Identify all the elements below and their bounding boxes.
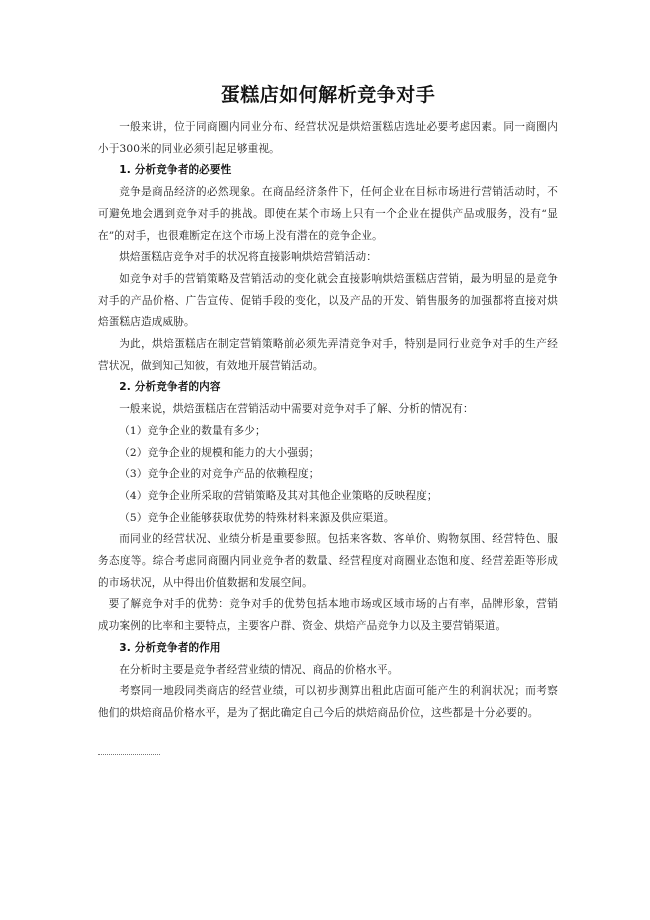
section-3-heading: 3. 分析竞争者的作用 [119, 641, 221, 654]
section-2-paragraph-1: 一般来说，烘焙蛋糕店在营销活动中需要对竞争对手了解、分析的情况有： [119, 403, 474, 416]
section-1-paragraph-4: 为此，烘焙蛋糕店在制定营销策略前必须先弄清竞争对手，特别是同行业竞争对手的生产经营状况，做到知己知彼，有效地开展营销活动。 [98, 338, 558, 372]
section-1-paragraph-1: 竞争是商品经济的必然现象。在商品经济条件下，任何企业在目标市场进行营销活动时，不可避免地会遇到竞争对手的挑战。即使在某个市场上只有一个企业在提供产品或服务，没有“显在”的对手，也很难断定在这个市场上没有潜在的竞争企业。 [98, 186, 558, 242]
list-item: （5）竞争企业能够获取优势的特殊材料来源及供应渠道。 [119, 511, 395, 524]
footnote-divider [98, 754, 160, 755]
section-3-paragraph-1: 在分析时主要是竞争者经营业绩的情况、商品的价格水平。 [119, 663, 399, 676]
list-item: （3）竞争企业的对竞争产品的依赖程度； [119, 468, 320, 481]
section-1-paragraph-3: 如竞争对手的营销策略及营销活动的变化就会直接影响烘焙蛋糕店营销，最为明显的是竞争对手的产品价格、广告宣传、促销手段的变化，以及产品的开发、销售服务的加强都将直接对烘焙蛋糕店造成威胁。 [98, 272, 558, 329]
list-item: （1）竞争企业的数量有多少； [119, 424, 266, 437]
section-1-heading: 1. 分析竞争者的必要性 [119, 164, 232, 177]
section-2-paragraph-2: 而同业的经营状况、业绩分析是重要参照。包括来客数、客单价、购物氛围、经营特色、服务态度等。综合考虑同商圈内同业竞争者的数量、经营程度对商圈业态饱和度、经营差距等形成的市场状况，从中得出价值数据和发展空间。 [98, 533, 558, 589]
section-3-paragraph-2: 考察同一地段同类商店的经营业绩，可以初步测算出租此店面可能产生的利润状况；而考察他们的烘焙商品价格水平，是为了据此确定自己今后的烘焙商品价位，这些都是十分必要的。 [98, 685, 558, 719]
section-2-paragraph-3: 要了解竞争对手的优势：竞争对手的优势包括本地市场或区域市场的占有率，品牌形象，营销成功案例的比率和主要特点，主要客户群、资金、烘焙产品竞争力以及主要营销渠道。 [98, 598, 558, 633]
section-2-heading: 2. 分析竞争者的内容 [119, 381, 221, 394]
section-1-paragraph-2: 烘焙蛋糕店竞争对手的状况将直接影响烘焙营销活动： [119, 251, 378, 264]
document-body [98, 82, 558, 725]
intro-paragraph: 一般来讲，位于同商圈内同业分布、经营状况是烘焙蛋糕店选址必要考虑因素。同一商圈内小于300米的同业必须引起足够重视。 [98, 121, 558, 155]
list-item: （4）竞争企业所采取的营销策略及其对其他企业策略的反映程度； [119, 489, 438, 502]
list-item: （2）竞争企业的规模和能力的大小强弱； [119, 446, 320, 459]
document-title: 蛋糕店如何解析竞争对手 [220, 84, 436, 106]
